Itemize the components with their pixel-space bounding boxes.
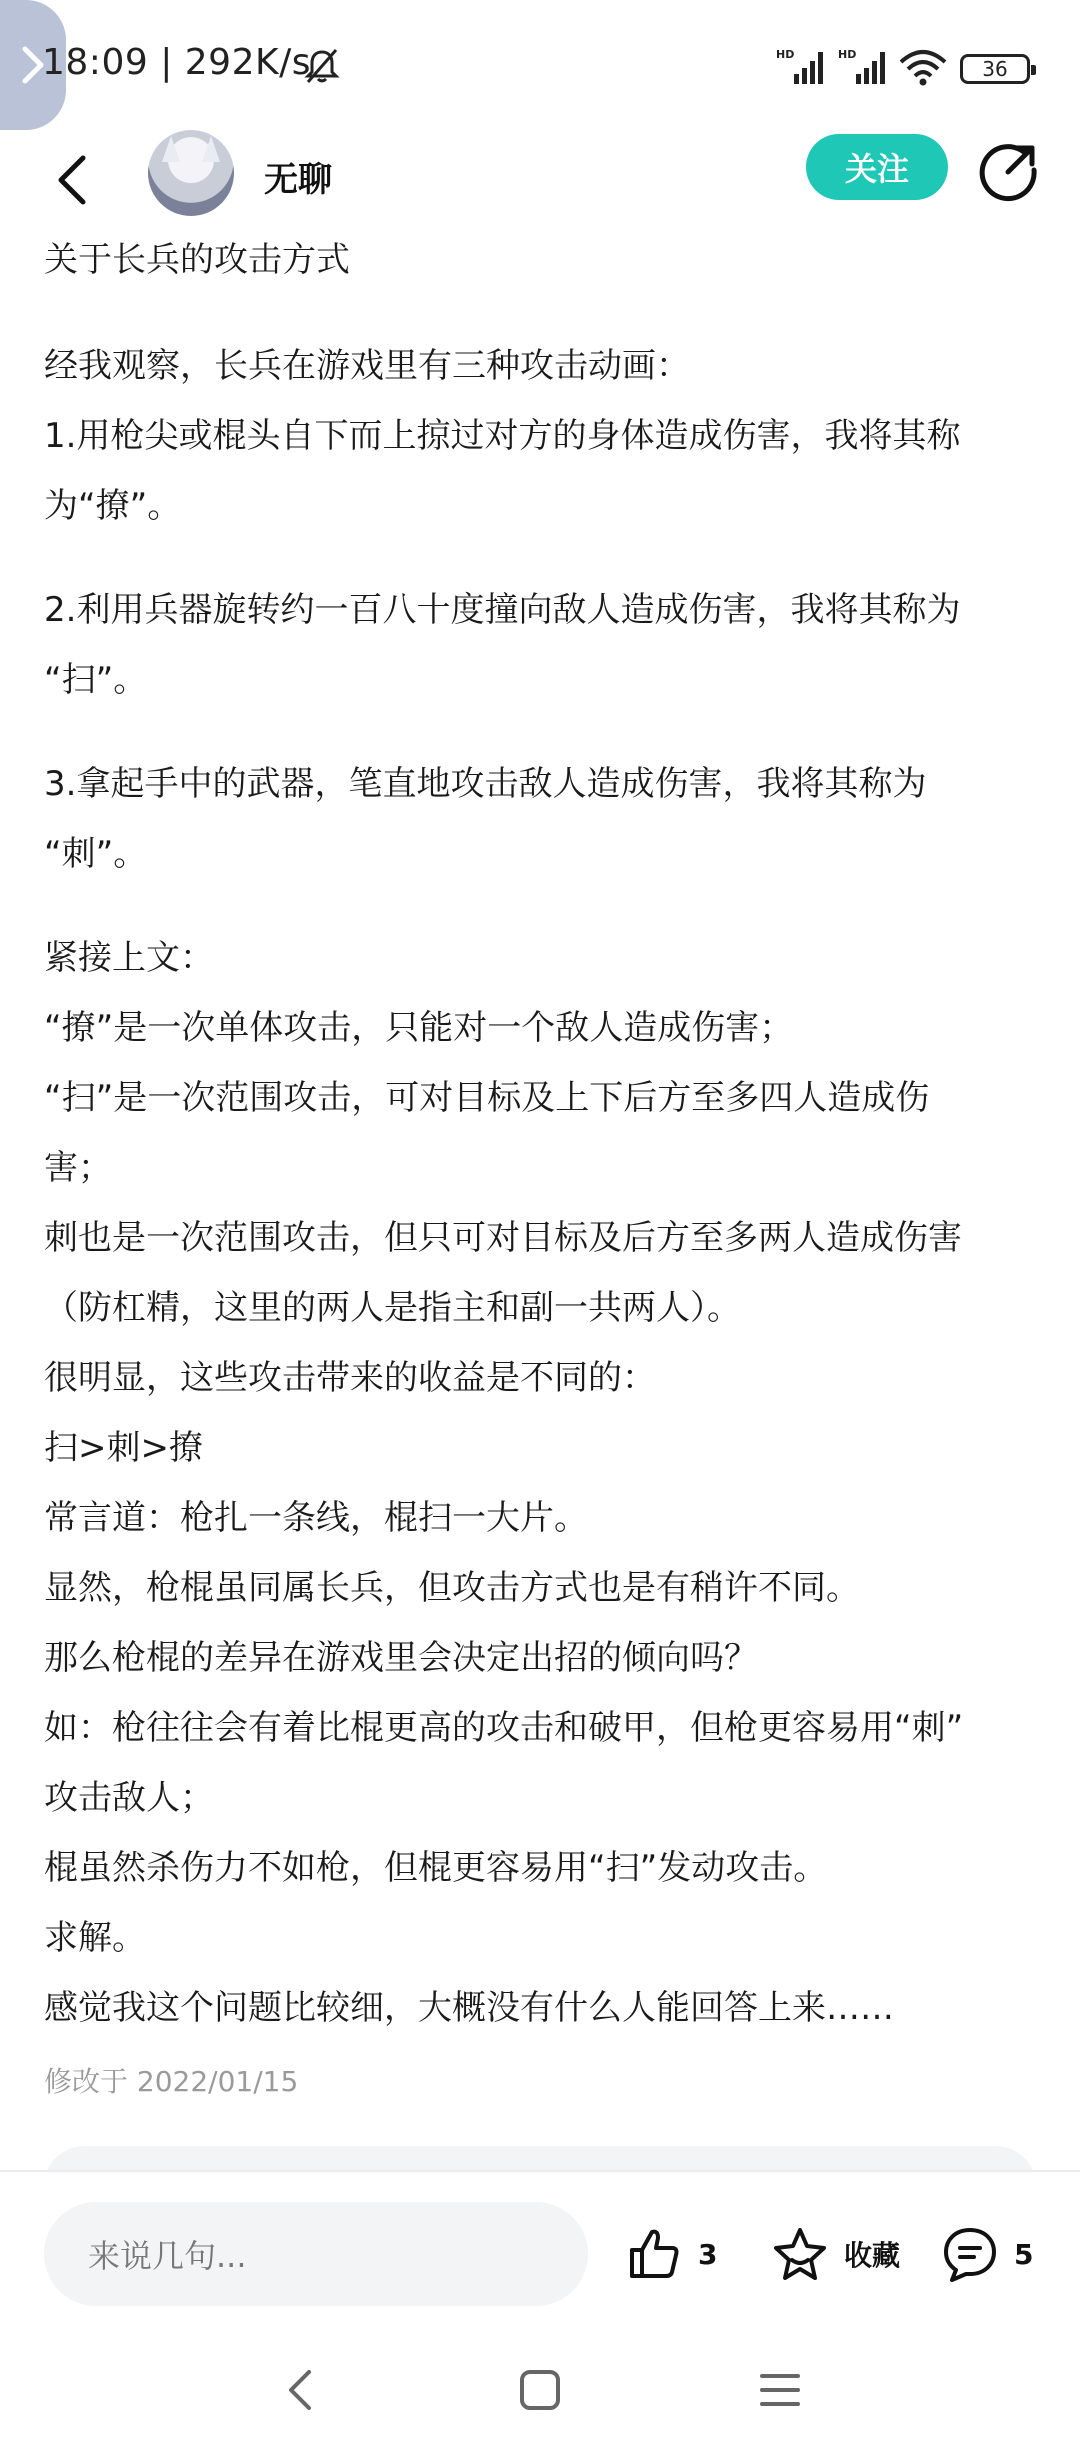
post-paragraph: 2.利用兵器旋转约一百八十度撞向敌人造成伤害，我将其称为	[44, 590, 961, 630]
status-bar	[0, 0, 1080, 130]
post-paragraph: 常言道：枪扎一条线，棍扫一大片。	[44, 1498, 588, 1538]
favorite-button[interactable]	[770, 2224, 900, 2284]
nav-back-button[interactable]	[270, 2360, 330, 2420]
avatar[interactable]	[148, 130, 234, 216]
post-paragraph: 很明显，这些攻击带来的收益是不同的：	[44, 1358, 656, 1398]
follow-button[interactable]: 关注	[806, 134, 948, 200]
post-paragraph: 如：枪往往会有着比棍更高的攻击和破甲，但枪更容易用“刺”	[44, 1708, 964, 1748]
post-paragraph: 攻击敌人；	[44, 1778, 214, 1818]
post-paragraph: 3.拿起手中的武器，笔直地攻击敌人造成伤害，我将其称为	[44, 764, 927, 804]
system-nav-bar	[0, 2330, 1080, 2460]
post-paragraph: 求解。	[44, 1918, 146, 1958]
bell-off-icon	[302, 46, 342, 86]
comment-count: 5	[1014, 2237, 1034, 2271]
post-paragraph: “扫”是一次范围攻击，可对目标及上下后方至多四人造成伤	[44, 1078, 930, 1118]
thumbs-up-icon	[624, 2224, 684, 2284]
modified-date: 修改于 2022/01/15	[44, 2065, 299, 2098]
comment-icon	[940, 2224, 1000, 2284]
wifi-icon	[898, 48, 948, 88]
status-time: 18:09 | 292K/s	[42, 42, 311, 83]
back-arrow-icon	[55, 154, 89, 206]
post-header	[0, 130, 1080, 240]
post-title: 关于长兵的攻击方式	[44, 240, 350, 280]
like-button[interactable]	[624, 2224, 717, 2284]
star-icon	[770, 2224, 830, 2284]
back-button[interactable]	[42, 140, 102, 220]
post-paragraph: （防杠精，这里的两人是指主和副一共两人）。	[44, 1288, 741, 1328]
signal-icon	[776, 46, 828, 86]
post-paragraph: 那么枪棍的差异在游戏里会决定出招的倾向吗？	[44, 1638, 758, 1678]
nav-home-icon	[518, 2368, 562, 2412]
post-paragraph: 1.用枪尖或棍头自下而上掠过对方的身体造成伤害，我将其称	[44, 416, 961, 456]
post-paragraph: 紧接上文：	[44, 938, 214, 978]
post-paragraph: 显然，枪棍虽同属长兵，但攻击方式也是有稍许不同。	[44, 1568, 860, 1608]
nav-home-button[interactable]	[510, 2360, 570, 2420]
post-paragraph: 经我观察，长兵在游戏里有三种攻击动画：	[44, 346, 690, 386]
post-paragraph: 棍虽然杀伤力不如枪，但棍更容易用“扫”发动攻击。	[44, 1848, 828, 1888]
username[interactable]: 无聊	[264, 160, 332, 200]
battery-icon: 36	[960, 54, 1030, 84]
post-paragraph: “撩”是一次单体攻击，只能对一个敌人造成伤害；	[44, 1008, 794, 1048]
nav-back-icon	[285, 2368, 315, 2412]
nav-menu-button[interactable]	[750, 2360, 810, 2420]
post-paragraph: 害；	[44, 1148, 112, 1188]
post-paragraph: 刺也是一次范围攻击，但只可对目标及后方至多两人造成伤害	[44, 1218, 962, 1258]
post-paragraph: 扫>刺>撩	[44, 1428, 203, 1468]
post-paragraph: “扫”。	[44, 660, 148, 700]
comment-input[interactable]: 来说几句...	[44, 2202, 588, 2306]
svg-text:HD: HD	[776, 48, 795, 61]
favorite-label: 收藏	[844, 2239, 901, 2272]
share-icon[interactable]	[978, 140, 1040, 202]
svg-text:HD: HD	[838, 48, 857, 61]
nav-menu-icon	[758, 2370, 802, 2410]
post-paragraph: 为“撩”。	[44, 486, 182, 526]
signal-icon	[838, 46, 890, 86]
post-paragraph: “刺”。	[44, 834, 148, 874]
like-count: 3	[698, 2237, 718, 2271]
bottom-action-bar	[0, 2170, 1080, 2300]
post-paragraph: 感觉我这个问题比较细，大概没有什么人能回答上来……	[44, 1988, 894, 2028]
comments-button[interactable]	[940, 2224, 1033, 2284]
